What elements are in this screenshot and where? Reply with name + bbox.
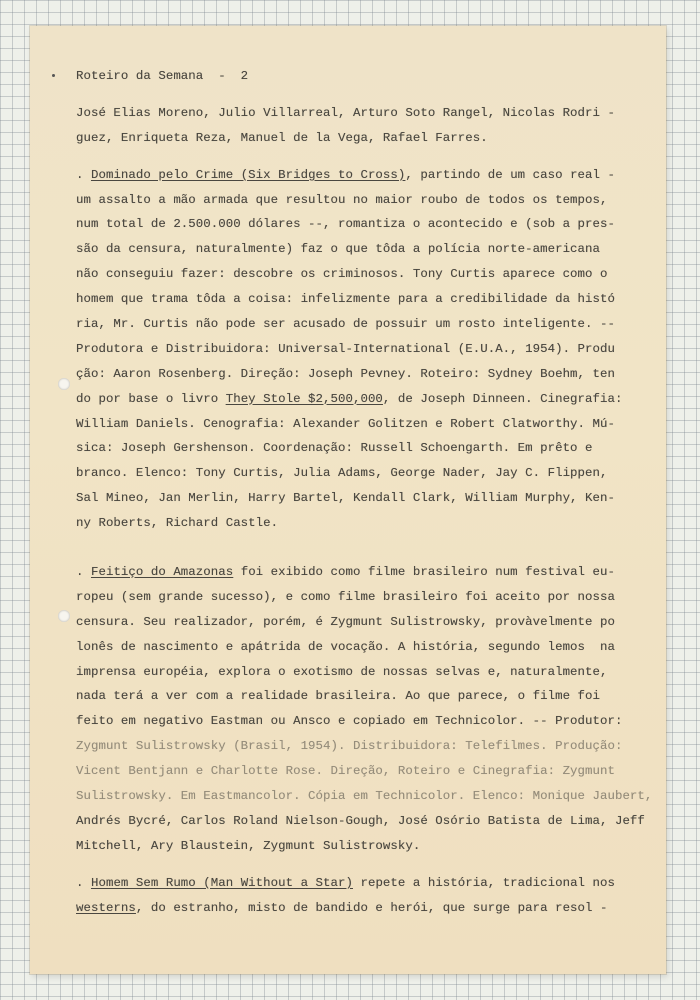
review-1-first-line (76, 163, 652, 188)
book-title: They Stole $2,500,000 (225, 391, 383, 406)
review-line: nada terá a ver com a realidade brasileira. Ao que parece, o filme foi (76, 689, 600, 704)
review-line: lonês de nascimento e apátrida de vocação. A história, segundo lemos na (76, 639, 615, 654)
page-text (76, 64, 652, 921)
bullet: . (76, 565, 91, 580)
typewritten-page (30, 26, 666, 974)
review-line: um assalto a mão armada que resultou no maior roubo de todos os tempos, (76, 192, 608, 207)
cast-line: José Elias Moreno, Julio Villarreal, Arturo Soto Rangel, Nicolas Rodri - (76, 105, 615, 120)
text-run: , do estranho, misto de bandido e herói, que surge para resol - (135, 900, 608, 915)
film-title: Dominado pelo Crime (Six Bridges to Cross) (90, 167, 406, 182)
cast-line: guez, Enriqueta Reza, Manuel de la Vega, Rafael Farres. (76, 130, 488, 145)
text-run: , de Joseph Dinneen. Cinegrafia: (382, 391, 623, 406)
text-run: repete a história, tradicional nos (352, 875, 615, 890)
review-line: Mitchell, Ary Blaustein, Zygmunt Sulistrowsky. (76, 838, 421, 853)
review-line: ropeu (sem grande sucesso), e como filme brasileiro foi aceito por nossa (76, 589, 615, 604)
review-line: Sulistrowsky. Em Eastmancolor. Cópia em Technicolor. Elenco: Monique Jaubert, (76, 789, 653, 804)
review-line: são da censura, naturalmente) faz o que tôda a polícia norte-americana (76, 242, 600, 257)
review-line: ria, Mr. Curtis não pode ser acusado de possuir um rosto inteligente. -- (76, 317, 615, 332)
review-3-first-line (76, 871, 652, 896)
bullet: . (76, 875, 91, 890)
ink-dot (52, 74, 55, 77)
film-title: Feitiço do Amazonas (90, 565, 234, 580)
review-line: sica: Joseph Gershenson. Coordenação: Russell Schoengarth. Em prêto e (76, 441, 593, 456)
review-line: homem que trama tôda a coisa: infelizmente para a credibilidade da histó (76, 292, 615, 307)
review-line: imprensa européia, explora o exotismo de nossas selvas e, naturalmente, (76, 664, 608, 679)
review-line: ny Roberts, Richard Castle. (76, 516, 279, 531)
text-run: do por base o livro (76, 391, 226, 406)
review-line: num total de 2.500.000 dólares --, romantiza o acontecido e (sob a pres- (76, 217, 615, 232)
genre-word: westerns (76, 900, 136, 915)
review-line (76, 387, 652, 412)
review-line: feito em negativo Eastman ou Ansco e copiado em Technicolor. -- Produtor: (76, 714, 623, 729)
punch-hole (58, 610, 70, 622)
review-line: não conseguiu fazer: descobre os criminosos. Tony Curtis aparece como o (76, 267, 608, 282)
review-line: William Daniels. Cenografia: Alexander Golitzen e Robert Clatworthy. Mú- (76, 416, 615, 431)
review-line: branco. Elenco: Tony Curtis, Julia Adams, George Nader, Jay C. Flippen, (76, 466, 608, 481)
film-title: Homem Sem Rumo (Man Without a Star) (90, 875, 353, 890)
page-header: Roteiro da Semana - 2 (76, 69, 249, 83)
review-2-first-line (76, 560, 652, 585)
bullet: . (76, 167, 91, 182)
review-line: Vicent Bentjann e Charlotte Rose. Direção, Roteiro e Cinegrafia: Zygmunt (76, 764, 615, 779)
review-line: Andrés Bycré, Carlos Roland Nielson-Gough, José Osório Batista de Lima, Jeff (76, 813, 645, 828)
text-run: foi exibido como filme brasileiro num festival eu- (233, 565, 615, 580)
text-run: , partindo de um caso real - (405, 167, 615, 182)
review-line: ção: Aaron Rosenberg. Direção: Joseph Pevney. Roteiro: Sydney Boehm, ten (76, 366, 615, 381)
punch-hole (58, 378, 70, 390)
review-line: Zygmunt Sulistrowsky (Brasil, 1954). Distribuidora: Telefilmes. Produção: (76, 739, 623, 754)
review-line: Produtora e Distribuidora: Universal-International (E.U.A., 1954). Produ (76, 341, 615, 356)
review-line: Sal Mineo, Jan Merlin, Harry Bartel, Kendall Clark, William Murphy, Ken- (76, 491, 615, 506)
review-line (76, 896, 652, 921)
review-line: censura. Seu realizador, porém, é Zygmunt Sulistrowsky, provàvelmente po (76, 614, 615, 629)
